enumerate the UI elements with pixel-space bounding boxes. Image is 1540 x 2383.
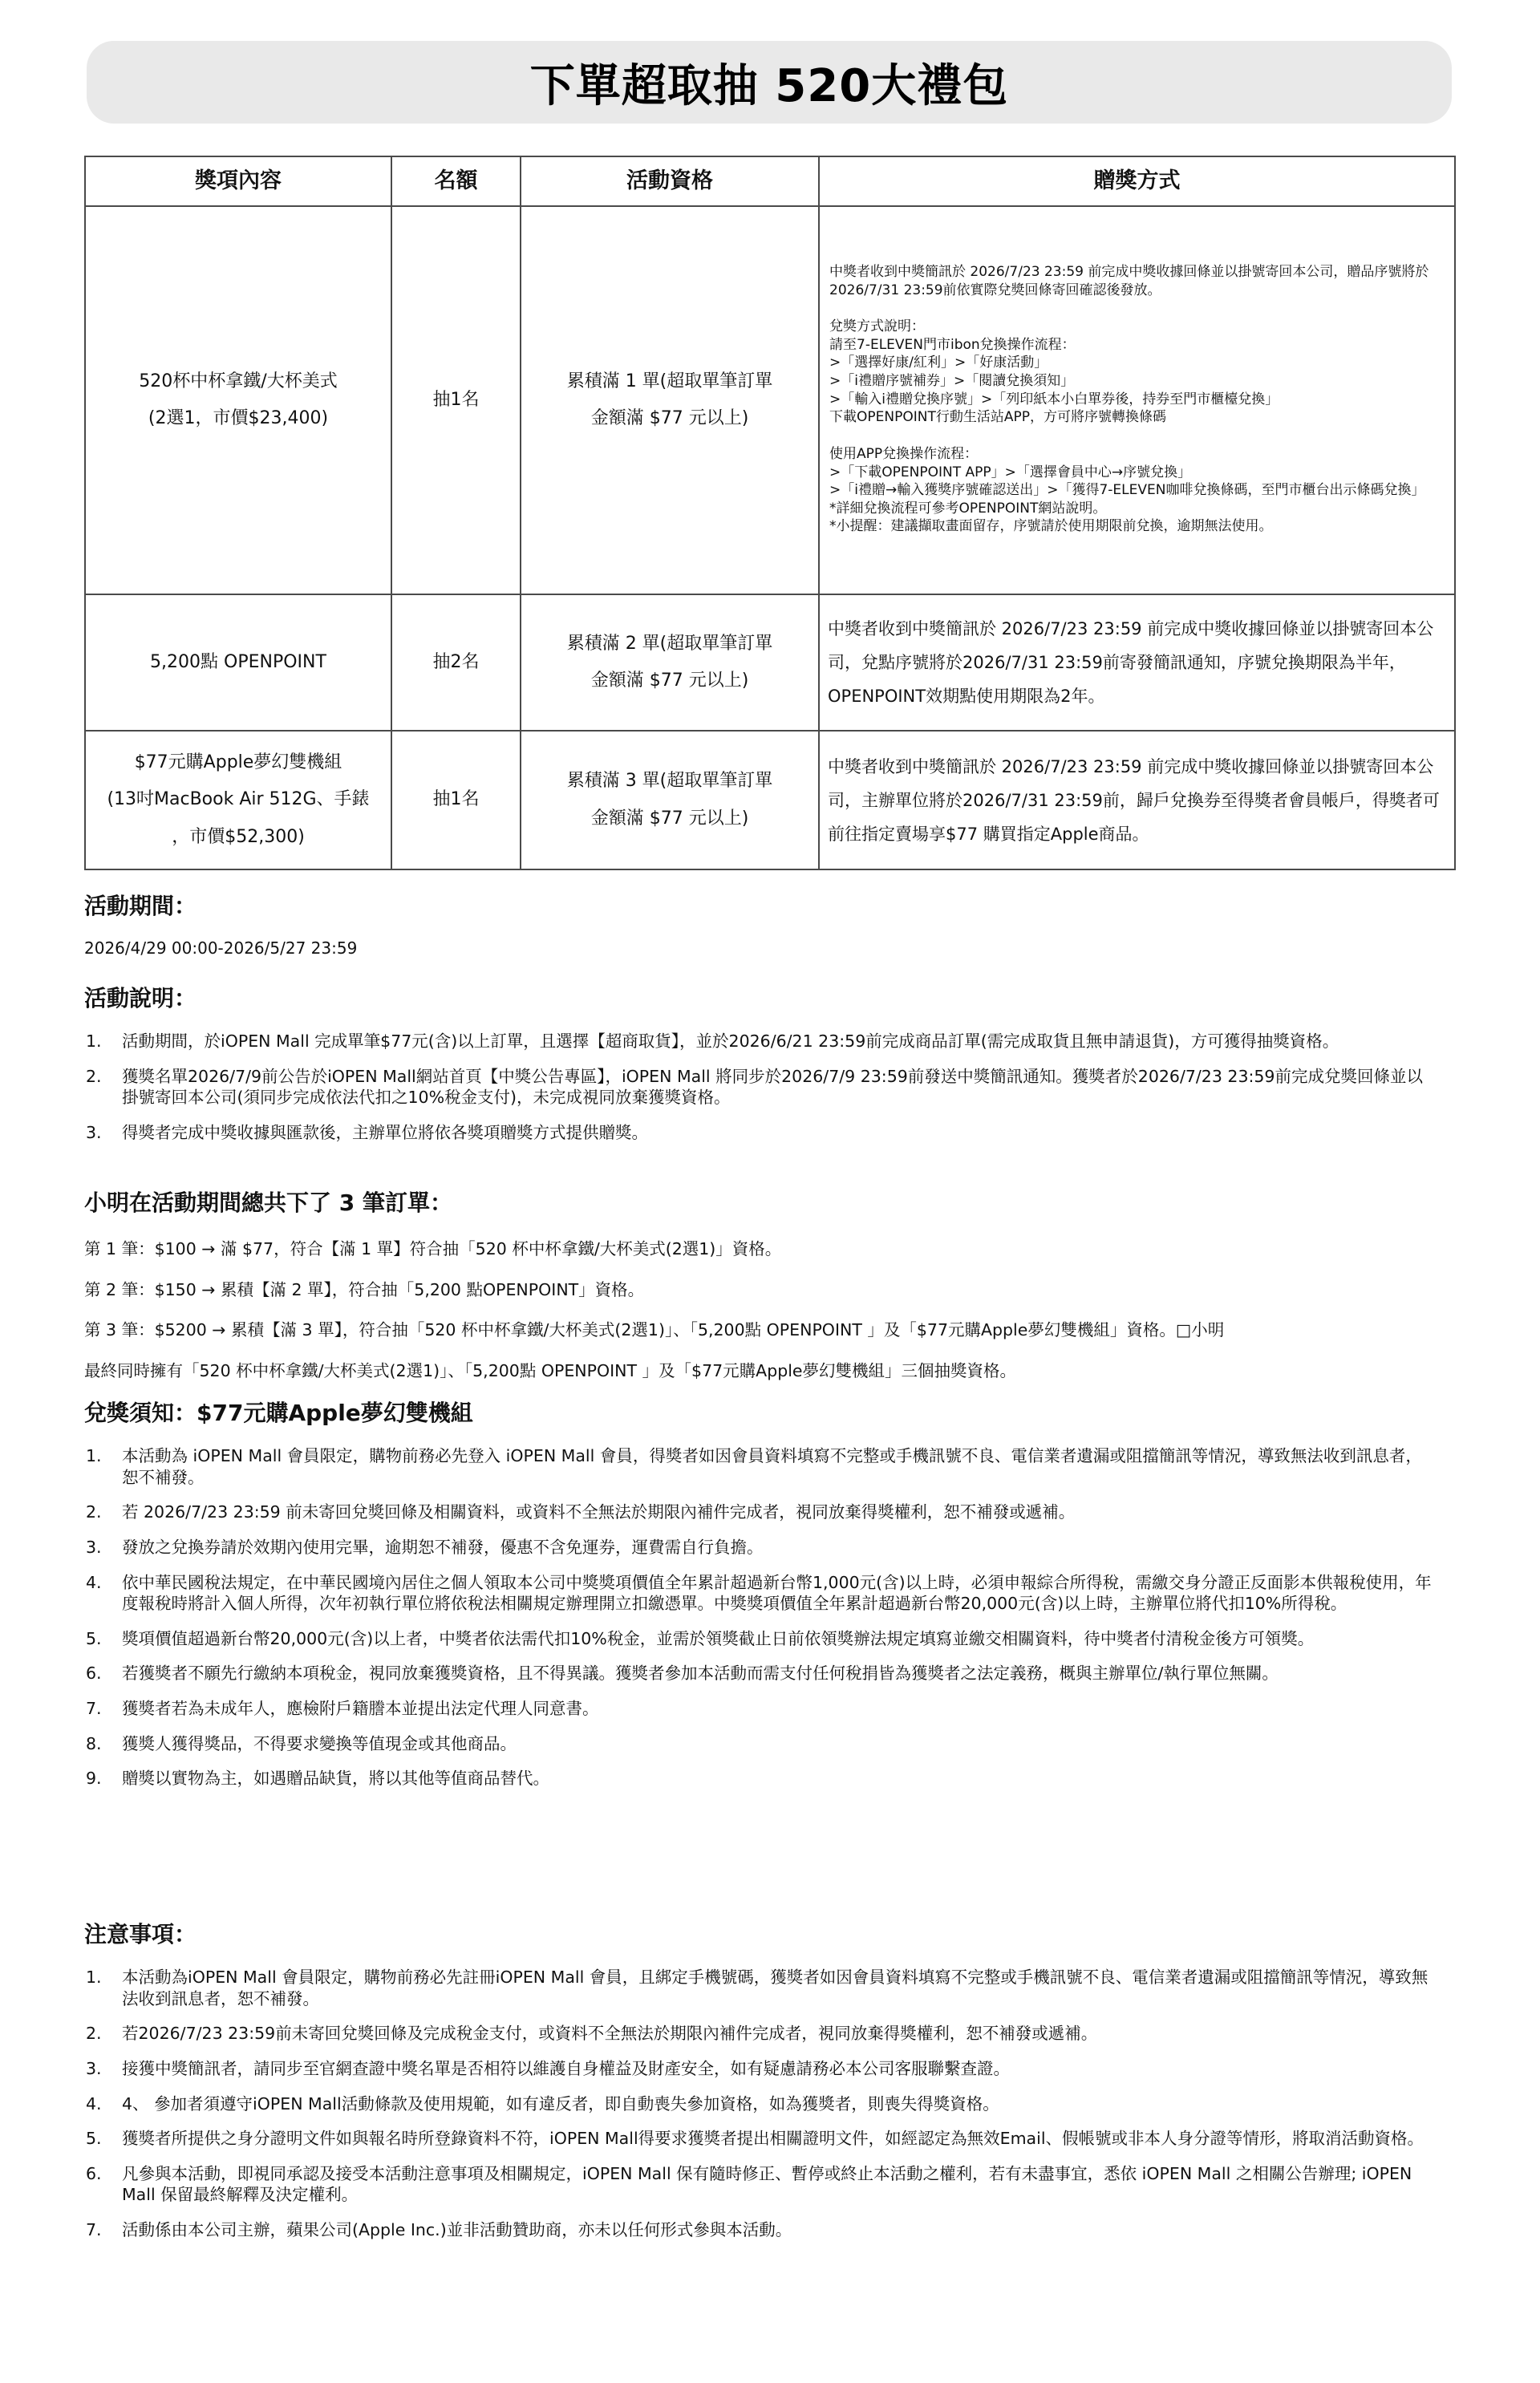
description-heading: 活動說明：: [84, 985, 197, 1011]
table-row: [85, 206, 1455, 594]
description-list: [84, 1031, 1457, 1144]
quota-cell: 抽2名: [391, 594, 521, 731]
list-item: 5. 獎項價值超過新台幣20,000元(含)以上者，中獎者依法需代扣10%稅金，並需於領獎截止日前依領獎辦法規定填寫並繳交相關資料，待中獎者付清稅金後方可領獎。: [86, 1628, 1315, 1648]
method-line: 中獎者收到中獎簡訊於 2026/7/23 23:59 前完成中獎收據回條並以掛號寄回本公司，贈品序號將於2026/7/31 23:59前依實際兌獎回條寄回確認後發放。: [829, 264, 1429, 298]
list-item: 7. 活動係由本公司主辦，蘋果公司(Apple Inc.)並非活動贊助商，亦未以任何形式參與本活動。: [86, 2220, 792, 2240]
period-section: [84, 889, 1457, 958]
header-quota: 名額: [391, 156, 521, 206]
list-item: 2. 獲獎名單2026/7/9前公告於iOPEN Mall網站首頁【中獎公告專區】，iOPEN Mall 將同步於2026/7/9 23:59前發送中獎簡訊通知。獲獎者於2026/7/23 23:59前完成兌獎回條並以掛號寄回本公司(須同步完成依法代扣之10%稅金支付)，未完成視同放棄獲獎資格。: [86, 1066, 1423, 1108]
list-item: 4. 4、 參加者須遵守iOPEN Mall活動條款及使用規範，如有違反者，即自動喪失參加資格，如為獲獎者，則喪失得獎資格。: [86, 2093, 999, 2113]
example-line: 第 2 筆：$150 → 累積【滿 2 單】，符合抽「5,200 點OPENPOINT」資格。: [84, 1279, 645, 1299]
list-item: 1. 本活動為 iOPEN Mall 會員限定，購物前務必先登入 iOPEN Mall 會員，得獎者如因會員資料填寫不完整或手機訊號不良、電信業者遺漏或阻擋簡訊等情況，導致無法收到訊息者，恕不補發。: [86, 1446, 1422, 1487]
list-item: 7. 獲獎者若為未成年人，應檢附戶籍謄本並提出法定代理人同意書。: [86, 1699, 599, 1719]
description-section: [84, 981, 1457, 1157]
prize-line: ，市價$52,300): [172, 826, 305, 847]
list-item: 6. 若獲獎者不願先行繳納本項稅金，視同放棄獲獎資格，且不得異議。獲獎者參加本活動而需支付任何稅捐皆為獲獎者之法定義務，概與主辦單位/執行單位無關。: [86, 1664, 1279, 1684]
method-line: *小提醒：建議擷取畫面留存，序號請於使用期限前兌換，逾期無法使用。: [829, 518, 1273, 535]
list-item: 3. 接獲中獎簡訊者，請同步至官網查證中獎名單是否相符以維護自身權益及財產安全，如有疑慮請務必本公司客服聯繫查證。: [86, 2058, 1010, 2078]
qualify-cell: [521, 206, 819, 594]
header-prize: 獎項內容: [85, 156, 391, 206]
list-item: 3. 發放之兌換券請於效期內使用完畢，逾期恕不補發，優惠不含免運券，運費需自行負擔。: [86, 1537, 764, 1557]
prize-cell: [85, 731, 391, 869]
notes-section: [84, 1917, 1457, 2255]
qualify-line: 金額滿 $77 元以上): [590, 408, 749, 428]
prize-line: $77元購Apple夢幻雙機組: [134, 752, 342, 773]
method-line: 下載OPENPOINT行動生活站APP，方可將序號轉換條碼: [829, 409, 1166, 426]
quota-cell: 抽1名: [391, 731, 521, 869]
list-item: 2. 若 2026/7/23 23:59 前未寄回兌獎回條及相關資料，或資料不全無法於期限內補件完成者，視同放棄得獎權利，恕不補發或遞補。: [86, 1502, 1076, 1522]
list-item: 1. 本活動為iOPEN Mall 會員限定，購物前務必先註冊iOPEN Mall 會員，且綁定手機號碼，獲獎者如因會員資料填寫不完整或手機訊號不良、電信業者遺漏或阻擋簡訊等情況，導致無法收到訊息者，恕不補發。: [86, 1968, 1429, 2008]
prize-table: [84, 156, 1456, 870]
list-item: 8. 獲獎人獲得獎品，不得要求變換等值現金或其他商品。: [86, 1733, 517, 1753]
notes-heading: 注意事項：: [84, 1921, 197, 1947]
method-line: >「選擇好康/紅利」>「好康活動」: [829, 355, 1048, 371]
notes-list: [84, 1967, 1457, 2241]
prize-line: (13吋MacBook Air 512G、手錶: [107, 789, 370, 810]
list-item: 9. 贈獎以實物為主，如遇贈品缺貨，將以其他等值商品替代。: [86, 1769, 549, 1789]
method-line: *詳細兌換流程可參考OPENPOINT網站說明。: [829, 500, 1107, 517]
qualify-line: 累積滿 2 單(超取單筆訂單: [566, 633, 773, 654]
example-heading: 小明在活動期間總共下了 3 筆訂單：: [84, 1189, 452, 1216]
list-item: 2. 若2026/7/23 23:59前未寄回兌獎回條及完成稅金支付，或資料不全無法於期限內補件完成者，視同放棄得獎權利，恕不補發或遞補。: [86, 2024, 1098, 2044]
prize-cell: [85, 594, 391, 731]
period-heading: 活動期間：: [84, 893, 197, 919]
table-row: [85, 594, 1455, 731]
example-lines: [84, 1238, 1457, 1382]
redeem-section: [84, 1396, 1457, 1803]
page-title: 下單超取抽 520大禮包: [529, 59, 1009, 112]
example-line: 第 1 筆：$100 → 滿 $77，符合【滿 1 單】符合抽「520 杯中杯拿鐵/大杯美式(2選1)」資格。: [84, 1239, 782, 1258]
method-line: 使用APP兌換操作流程：: [829, 445, 979, 462]
method-line: >「輸入i禮贈兌換序號」>「列印紙本小白單券後，持券至門市櫃檯兌換」: [829, 391, 1279, 407]
list-item: 6. 凡參與本活動，即視同承認及接受本活動注意事項及相關規定，iOPEN Mall 保有隨時修正、暫停或終止本活動之權利，若有未盡事宜，悉依 iOPEN Mall 之相關公告辦理; iOPEN Mall 保留最終解釋及決定權利。: [86, 2163, 1412, 2205]
method-line: 兌獎方式說明：: [829, 318, 925, 335]
header-method: 贈獎方式: [819, 156, 1455, 206]
list-item: 1. 活動期間，於iOPEN Mall 完成單筆$77元(含)以上訂單，且選擇【超商取貨】，並於2026/6/21 23:59前完成商品訂單(需完成取貨且無申請退貨)，方可獲得抽獎資格。: [86, 1031, 1339, 1051]
method-line: 請至7-ELEVEN門市ibon兌換操作流程：: [829, 336, 1076, 353]
table-row: [85, 731, 1455, 869]
qualify-cell: [521, 731, 819, 869]
quota-cell: 抽1名: [391, 206, 521, 594]
method-cell: [819, 206, 1455, 594]
qualify-cell: [521, 594, 819, 731]
list-item: 4. 依中華民國稅法規定，在中華民國境內居住之個人領取本公司中獎獎項價值全年累計超過新台幣1,000元(含)以上時，必須申報綜合所得稅，需繳交身分證正反面影本供報稅使用，年度報稅時將計入個人所得，次年初執行單位將依稅法相關規定辦理開立扣繳憑單。中獎獎項價值全年累計超過新台幣20,000元(含)以上時，主辦單位將代扣10%所得稅。: [86, 1572, 1432, 1614]
redeem-list: [84, 1445, 1457, 1789]
prize-line: 520杯中杯拿鐵/大杯美式: [139, 371, 338, 391]
method-line: >「i禮贈序號補券」>「閱讀兌換須知」: [829, 373, 1075, 390]
method-cell: 中獎者收到中獎簡訊於 2026/7/23 23:59 前完成中獎收據回條並以掛號寄回本公司，主辦單位將於2026/7/31 23:59前，歸戶兌換券至得獎者會員帳戶，得獎者可前往指定賣場享$77 購買指定Apple商品。: [819, 731, 1455, 869]
redeem-heading: 兌獎須知：$77元購Apple夢幻雙機組: [84, 1400, 473, 1426]
method-detail: [829, 263, 1445, 536]
list-item: 3. 得獎者完成中獎收據與匯款後，主辦單位將依各獎項贈獎方式提供贈獎。: [86, 1122, 648, 1142]
table-header-row: [85, 156, 1455, 206]
prize-line: (2選1，市價$23,400): [148, 408, 329, 428]
method-line: >「下載OPENPOINT APP」>「選擇會員中心→序號兌換」: [829, 464, 1192, 480]
period-text: 2026/4/29 00:00-2026/5/27 23:59: [84, 938, 358, 958]
prize-line: 5,200點 OPENPOINT: [150, 651, 326, 672]
header-qualify: 活動資格: [521, 156, 819, 206]
qualify-line: 累積滿 3 單(超取單筆訂單: [566, 771, 773, 792]
prize-cell: [85, 206, 391, 594]
method-cell: 中獎者收到中獎簡訊於 2026/7/23 23:59 前完成中獎收據回條並以掛號寄回本公司，兌點序號將於2026/7/31 23:59前寄發簡訊通知，序號兌換期限為半年，OPENPOINT效期點使用期限為2年。: [819, 594, 1455, 731]
example-section: [84, 1185, 1457, 1401]
title-banner: [87, 41, 1452, 124]
qualify-line: 金額滿 $77 元以上): [590, 808, 749, 829]
method-line: >「i禮贈→輸入獲獎序號確認送出」>「獲得7-ELEVEN咖啡兌換條碼，至門市櫃台出示條碼兌換」: [829, 482, 1425, 499]
list-item: 5. 獲獎者所提供之身分證明文件如與報名時所登錄資料不符，iOPEN Mall得要求獲獎者提出相關證明文件，如經認定為無效Email、假帳號或非本人身分證等情形，將取消活動資格。: [86, 2129, 1424, 2149]
example-line: 最終同時擁有「520 杯中杯拿鐵/大杯美式(2選1)」、「5,200點 OPENPOINT 」及「$77元購Apple夢幻雙機組」三個抽獎資格。: [84, 1360, 1017, 1380]
example-line: 第 3 筆：$5200 → 累積【滿 3 單】，符合抽「520 杯中杯拿鐵/大杯美式(2選1)」、「5,200點 OPENPOINT 」及「$77元購Apple夢幻雙機組」資格。□小明: [84, 1320, 1225, 1340]
qualify-line: 金額滿 $77 元以上): [590, 671, 749, 691]
qualify-line: 累積滿 1 單(超取單筆訂單: [566, 371, 773, 391]
